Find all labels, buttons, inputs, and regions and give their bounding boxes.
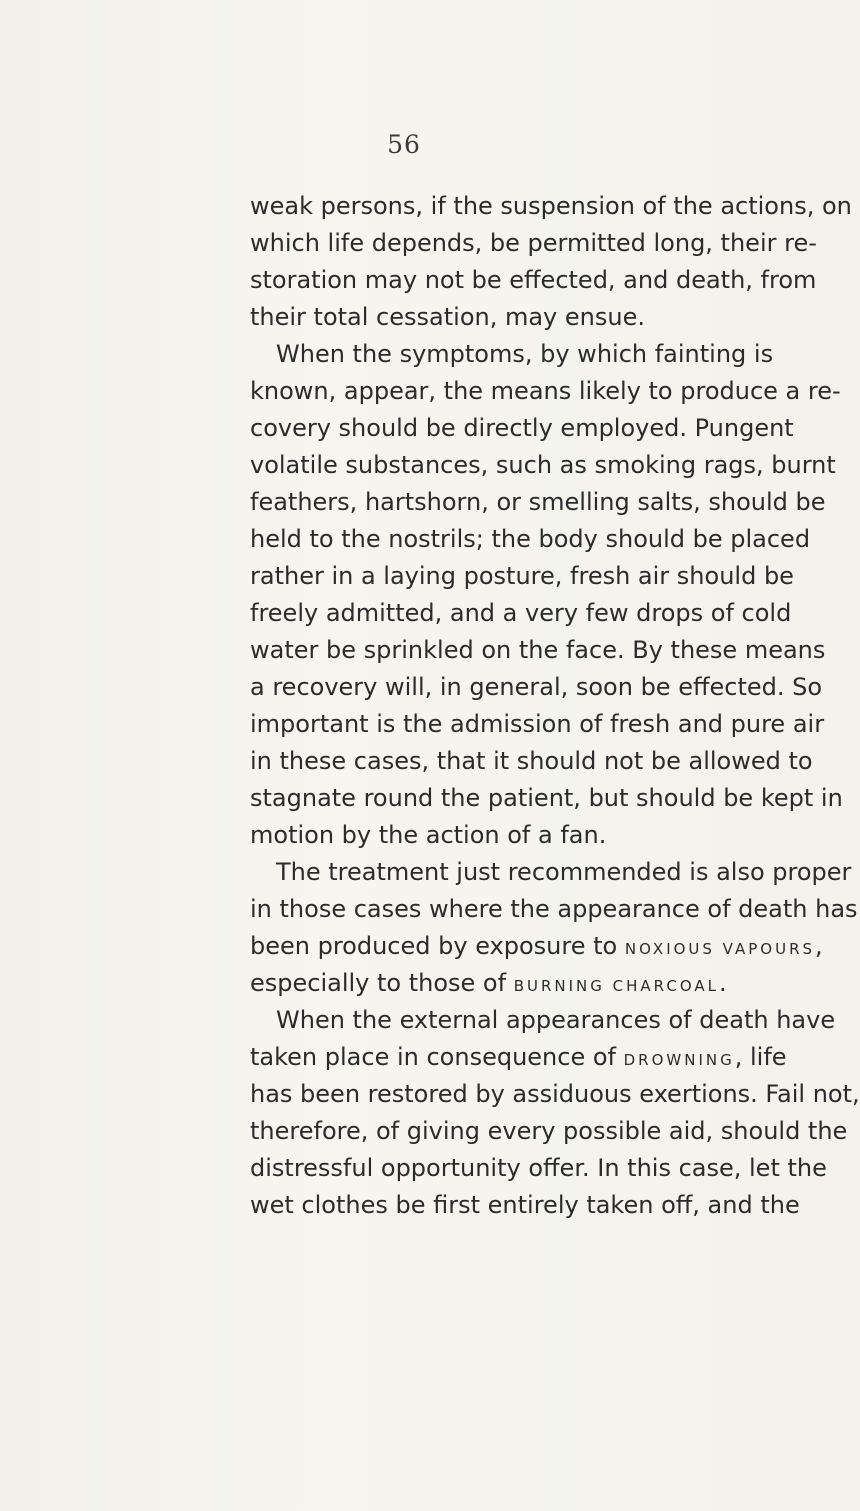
text-line: storation may not be effected, and death, from: [250, 266, 817, 294]
text-line: The treatment just recommended is also proper: [276, 858, 852, 886]
text-line: wet clothes be first entirely taken off, and the: [250, 1191, 800, 1219]
text-line: rather in a laying posture, fresh air should be: [250, 562, 794, 590]
text-line: [250, 1039, 787, 1076]
text-line: in these cases, that it should not be allowed to: [250, 747, 813, 775]
text-line: in those cases where the appearance of death has: [250, 895, 858, 923]
small-caps-phrase: NOXIOUS VAPOURS: [624, 940, 816, 958]
text-segment: taken place in consequence of: [250, 1043, 624, 1071]
text-line: important is the admission of fresh and pure air: [250, 710, 825, 738]
small-caps-phrase: BURNING CHARCOAL: [513, 977, 719, 995]
text-segment: ,: [815, 932, 823, 960]
text-line: volatile substances, such as smoking rags, burnt: [250, 451, 836, 479]
text-line: feathers, hartshorn, or smelling salts, should be: [250, 488, 826, 516]
text-line: has been restored by assiduous exertions. Fail not,: [250, 1080, 860, 1108]
text-segment: been produced by exposure to: [250, 932, 625, 960]
text-segment: especially to those of: [250, 969, 514, 997]
text-line: a recovery will, in general, soon be effected. So: [250, 673, 823, 701]
text-line: stagnate round the patient, but should be kept in: [250, 784, 843, 812]
page-number: 56: [387, 130, 421, 159]
text-line: distressful opportunity offer. In this case, let the: [250, 1154, 827, 1182]
text-line: held to the nostrils; the body should be placed: [250, 525, 811, 553]
text-segment: .: [718, 969, 727, 997]
text-line: weak persons, if the suspension of the actions, on: [250, 192, 852, 220]
small-caps-phrase: DROWNING: [623, 1051, 735, 1069]
text-line: known, appear, the means likely to produce a re-: [250, 377, 841, 405]
text-line: therefore, of giving every possible aid, should the: [250, 1117, 848, 1145]
text-line: their total cessation, may ensue.: [250, 303, 645, 331]
text-line: [250, 928, 823, 965]
text-line: [250, 965, 727, 1002]
text-segment: , life: [734, 1043, 787, 1071]
text-line: water be sprinkled on the face. By these means: [250, 636, 826, 664]
text-line: motion by the action of a fan.: [250, 821, 607, 849]
text-line: When the external appearances of death have: [276, 1006, 836, 1034]
text-line: freely admitted, and a very few drops of cold: [250, 599, 792, 627]
text-line: When the symptoms, by which fainting is: [276, 340, 774, 368]
text-line: which life depends, be permitted long, their re-: [250, 229, 817, 257]
text-line: covery should be directly employed. Pungent: [250, 414, 794, 442]
